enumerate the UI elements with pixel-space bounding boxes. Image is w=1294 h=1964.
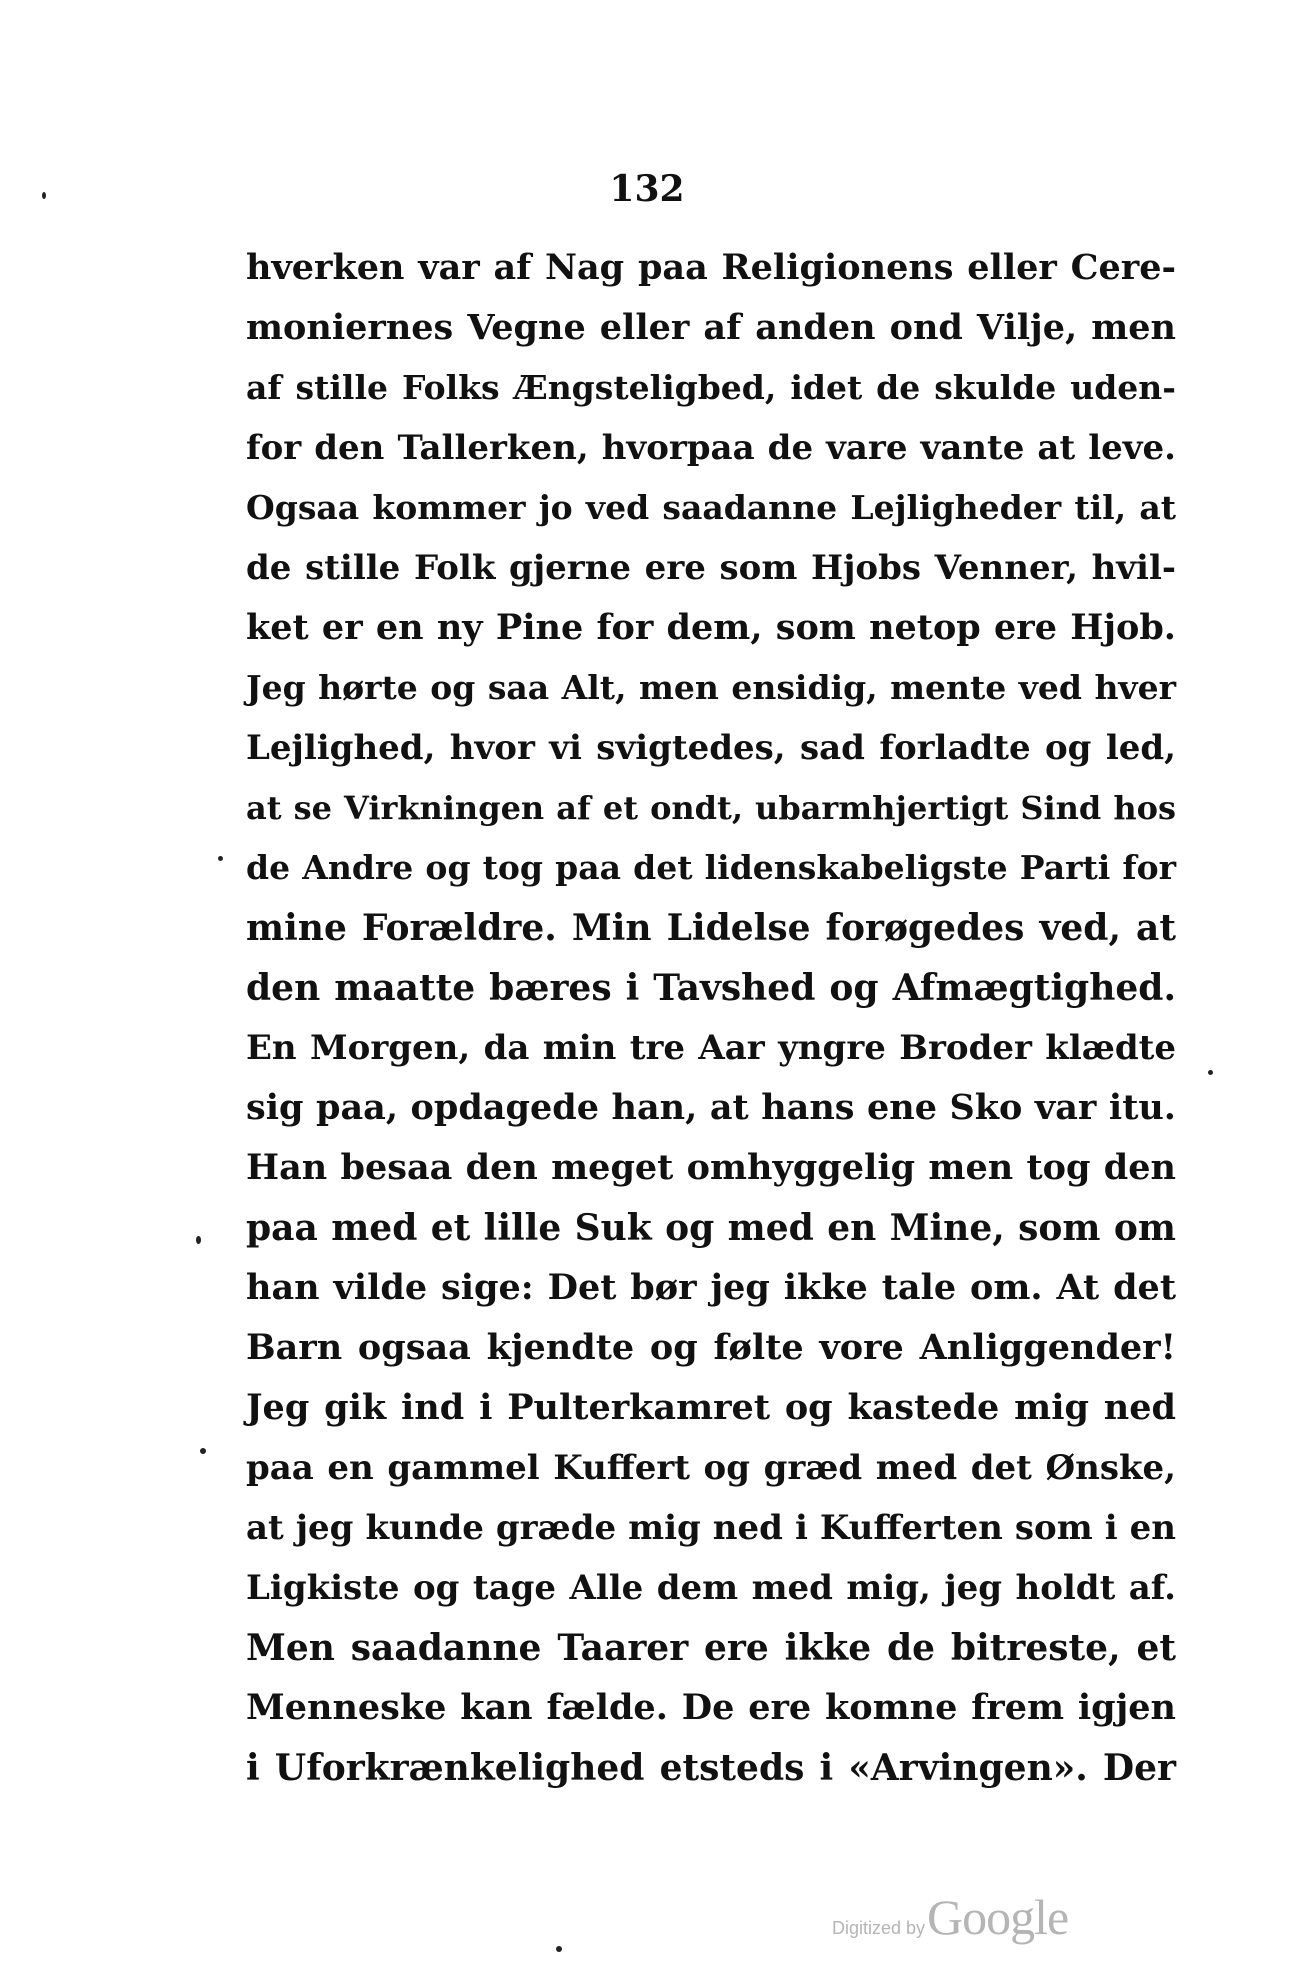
text-line: Barn ogsaa kjendte og følte vore Anliggender! [246, 1327, 1176, 1368]
text-line: paa med et lille Suk og med en Mine, som om [246, 1207, 1176, 1249]
text-line: En Morgen, da min tre Aar yngre Broder klædte [246, 1028, 1176, 1068]
body-text [246, 238, 1176, 1798]
text-line: moniernes Vegne eller af anden ond Vilje, men [246, 307, 1176, 348]
text-line: Ligkiste og tage Alle dem med mig, jeg holdt af. [246, 1568, 1176, 1608]
scan-speck [200, 1448, 206, 1454]
scan-speck [196, 1236, 201, 1244]
scan-speck [556, 1946, 562, 1952]
text-line: Jeg hørte og saa Alt, men ensidig, mente ved hver [246, 668, 1176, 707]
text-line: Ogsaa kommer jo ved saadanne Lejligheder til, at [246, 488, 1176, 527]
text-line: at jeg kunde græde mig ned i Kufferten som i en [246, 1508, 1176, 1548]
text-line: sig paa, opdagede han, at hans ene Sko var itu. [246, 1087, 1176, 1128]
page-number: 132 [609, 168, 685, 210]
text-line: af stille Folks Ængsteligbed, idet de skulde uden- [246, 368, 1176, 407]
scan-speck [42, 192, 46, 199]
text-line: de Andre og tog paa det lidenskabeligste Parti for [246, 848, 1176, 887]
text-line: Menneske kan fælde. De ere komne frem igjen [246, 1687, 1176, 1728]
text-line: Jeg gik ind i Pulterkamret og kastede mig ned [246, 1387, 1176, 1428]
text-line: den maatte bæres i Tavshed og Afmægtighed. [246, 967, 1176, 1009]
text-line: ket er en ny Pine for dem, som netop ere Hjob. [246, 607, 1176, 648]
scan-speck [218, 856, 223, 861]
text-line: paa en gammel Kuffert og græd med det Ønske, [246, 1448, 1176, 1488]
text-line: Lejlighed, hvor vi svigtedes, sad forladte og led, [246, 728, 1176, 768]
text-line: Han besaa den meget omhyggelig men tog den [246, 1147, 1176, 1188]
text-line: i Uforkrænkelighed etsteds i «Arvingen». Der [246, 1747, 1176, 1789]
text-line: at se Virkningen af et ondt, ubarmhjertigt Sind hos [246, 789, 1176, 827]
text-line: hverken var af Nag paa Religionens eller Cere- [246, 247, 1176, 288]
text-line: mine Forældre. Min Lidelse forøgedes ved, at [246, 907, 1176, 949]
scan-speck [1208, 1070, 1213, 1075]
text-line: for den Tallerken, hvorpaa de vare vante at leve. [246, 428, 1176, 468]
text-line: han vilde sige: Det bør jeg ikke tale om. At det [246, 1267, 1176, 1308]
text-line: de stille Folk gjerne ere som Hjobs Venner, hvil- [246, 548, 1176, 588]
google-watermark [832, 1888, 1068, 1946]
watermark-prefix: Digitized by [832, 1918, 926, 1938]
text-line: Men saadanne Taarer ere ikke de bitreste, et [246, 1627, 1176, 1669]
google-logo: Google [927, 1889, 1069, 1945]
